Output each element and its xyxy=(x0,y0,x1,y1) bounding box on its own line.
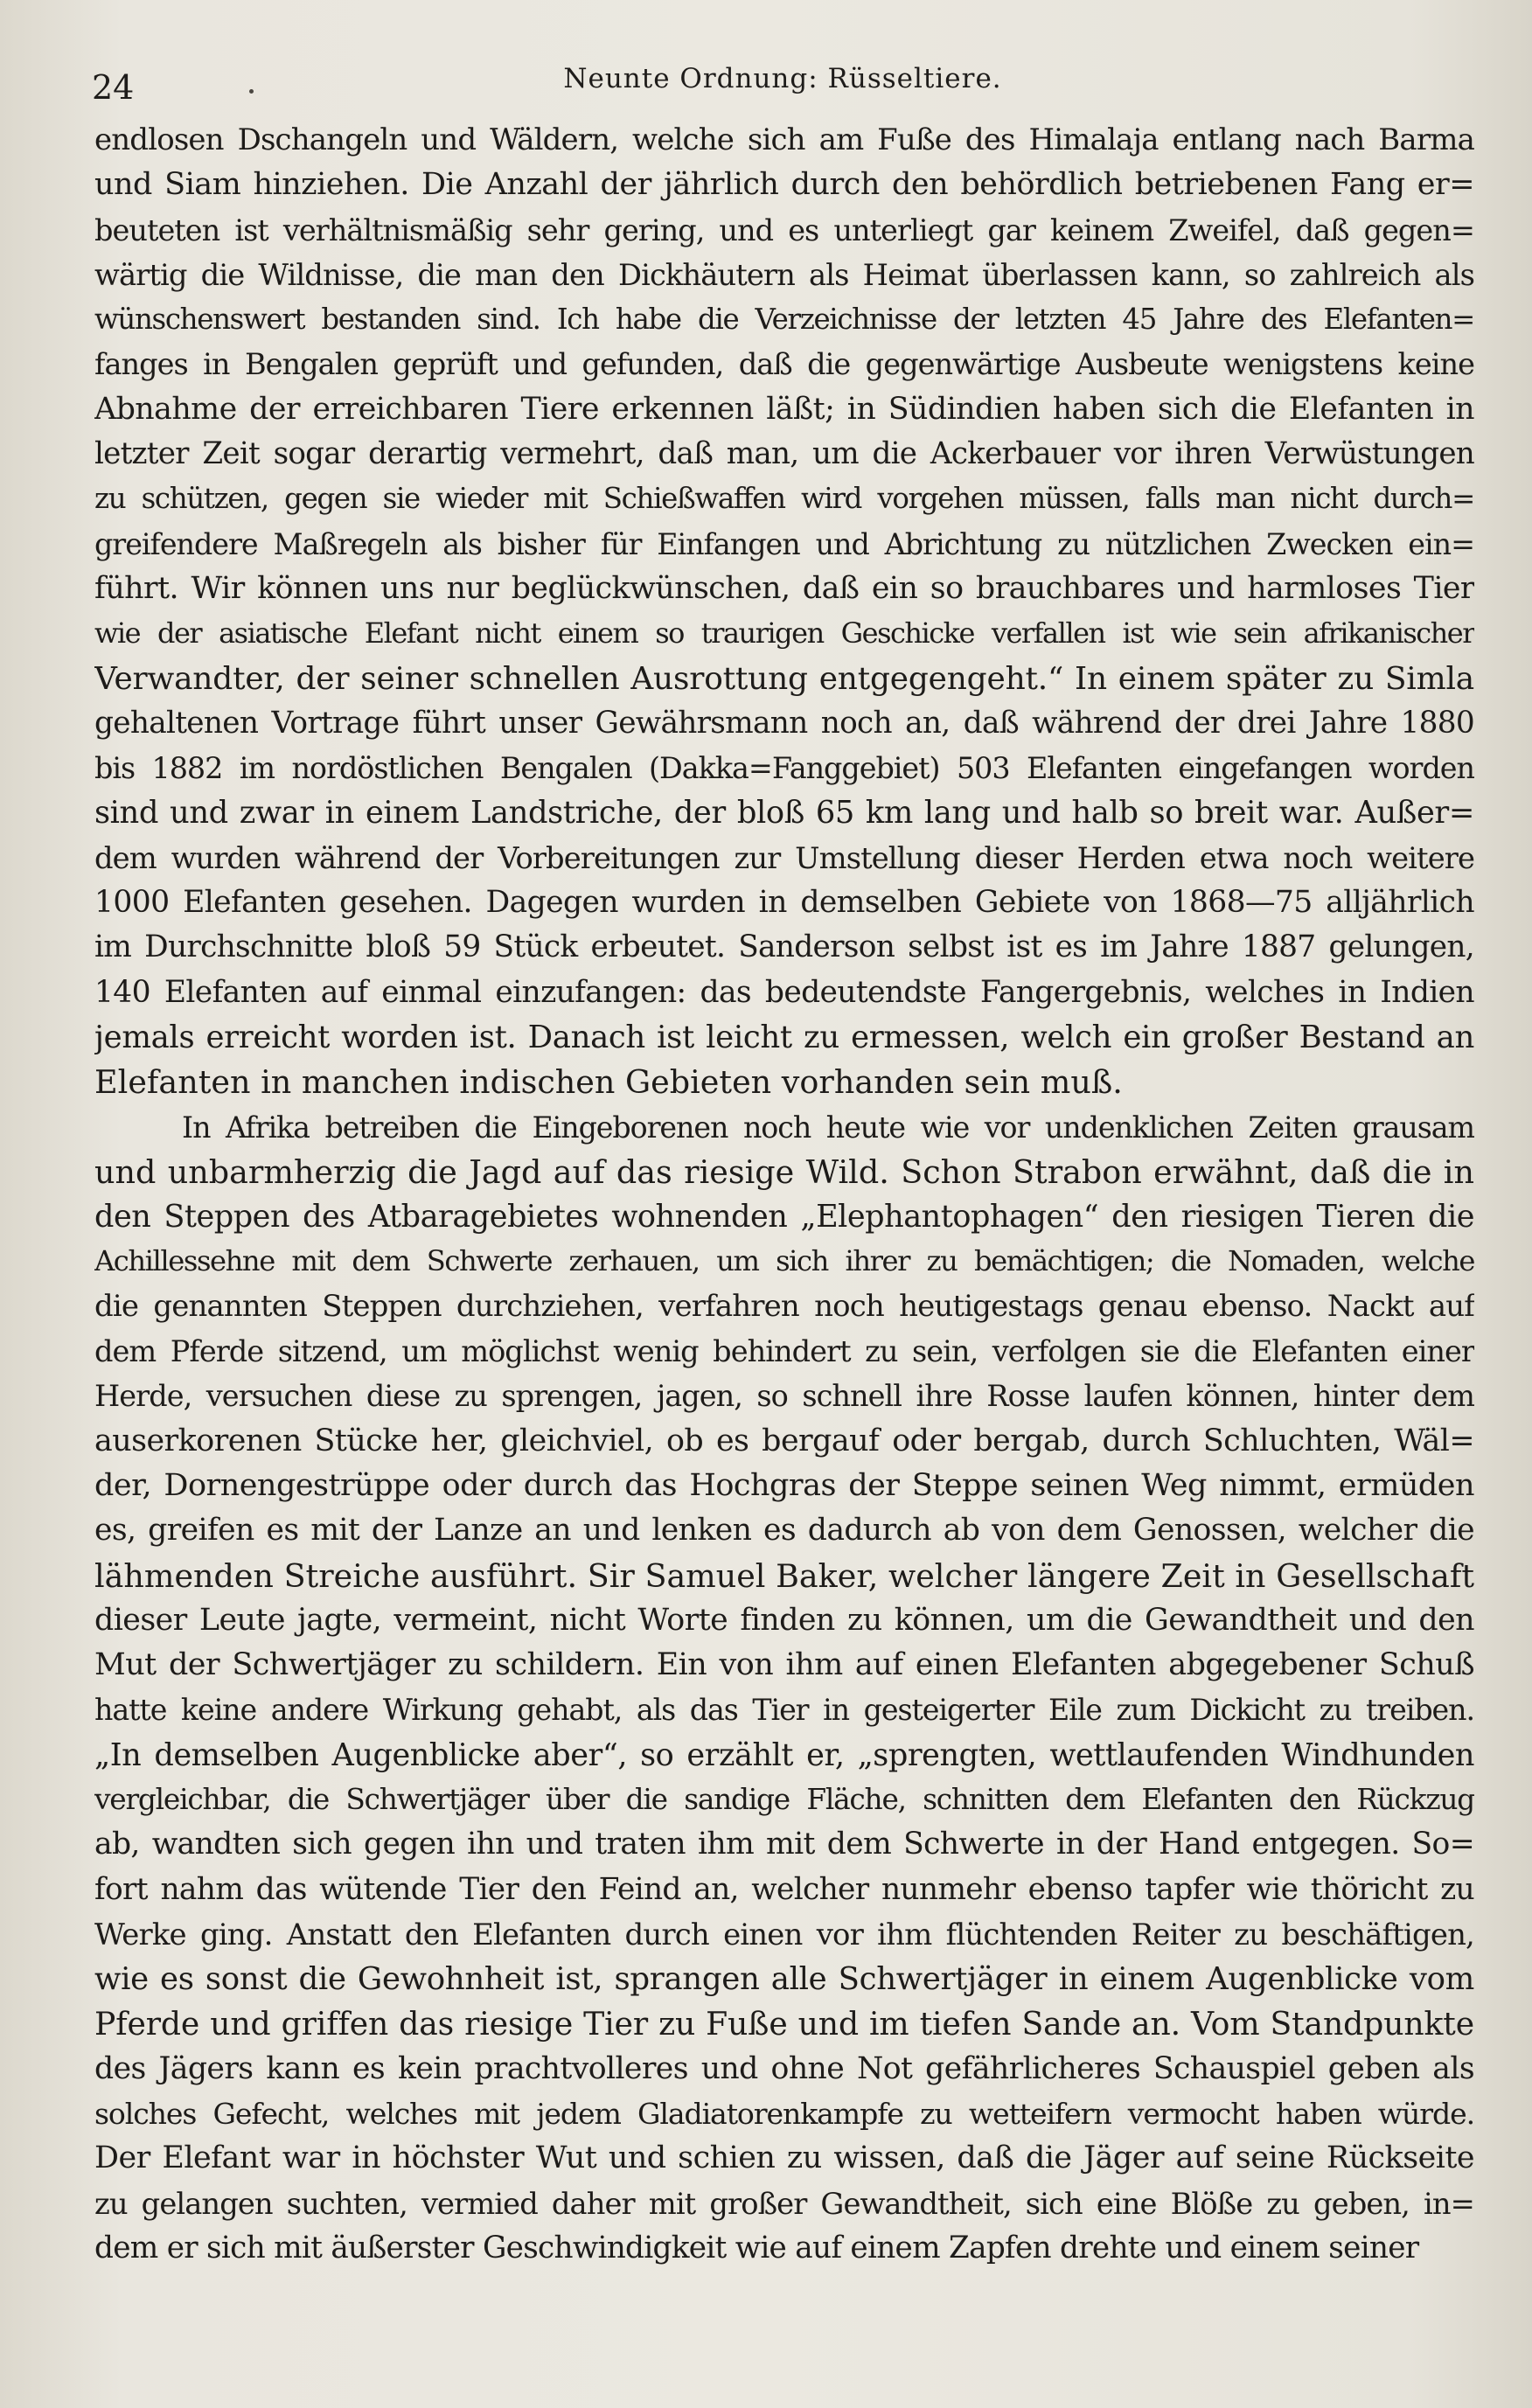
text-line: jemals erreicht worden ist. Danach ist leicht zu ermessen, welch ein großer Bestand an xyxy=(94,1019,1474,1055)
text-line: im Durchschnitte bloß 59 Stück erbeutet. Sanderson selbst ist es im Jahre 1887 gelungen, xyxy=(94,929,1474,965)
text-line: Verwandter, der seiner schnellen Ausrottung entgegengeht.“ In einem später zu Simla xyxy=(94,660,1474,697)
text-line: und Siam hinziehen. Die Anzahl der jährlich durch den behördlich betriebenen Fang er= xyxy=(94,167,1474,203)
text-line: der, Dornengestrüppe oder durch das Hochgras der Steppe seinen Weg nimmt, ermüden xyxy=(94,1467,1474,1503)
body-text xyxy=(94,118,1474,2271)
text-line: Mut der Schwertjäger zu schildern. Ein von ihm auf einen Elefanten abgegebener Schuß xyxy=(94,1647,1474,1683)
text-line: wie es sonst die Gewohnheit ist, sprangen alle Schwertjäger in einem Augenblicke vom xyxy=(94,1961,1474,1998)
text-line: endlosen Dschangeln und Wäldern, welche sich am Fuße des Himalaja entlang nach Barma xyxy=(94,122,1474,157)
text-line: Elefanten in manchen indischen Gebieten vorhanden sein muß. xyxy=(94,1063,1123,1102)
text-line: sind und zwar in einem Landstriche, der bloß 65 km lang und halb so breit war. Außer= xyxy=(94,795,1474,832)
page-number: 24 xyxy=(92,68,135,107)
text-line: dem er sich mit äußerster Geschwindigkeit wie auf einem Zapfen drehte und einem seiner xyxy=(94,2230,1419,2265)
text-line: vergleichbar, die Schwertjäger über die sandige Fläche, schnitten dem Elefanten den Rückzug xyxy=(94,1782,1474,1816)
text-line: 140 Elefanten auf einmal einzufangen: das bedeutendste Fangergebnis, welches in Indien xyxy=(94,974,1474,1010)
text-line: dem wurden während der Vorbereitungen zur Umstellung dieser Herden etwa noch weitere xyxy=(94,840,1474,875)
text-line: fanges in Bengalen geprüft und gefunden, daß die gegenwärtige Ausbeute wenigstens keine xyxy=(94,347,1474,382)
text-line: auserkorenen Stücke her, gleichviel, ob es bergauf oder bergab, durch Schluchten, Wäl= xyxy=(94,1423,1474,1458)
text-line: dem Pferde sitzend, um möglichst wenig behindert zu sein, verfolgen sie die Elefanten einer xyxy=(94,1334,1474,1369)
text-line: ab, wandten sich gegen ihn und traten ihm mit dem Schwerte in der Hand entgegen. So= xyxy=(94,1827,1474,1862)
text-line: „In demselben Augenblicke aber“, so erzählt er, „sprengten, wettlaufenden Windhunden xyxy=(94,1736,1474,1773)
text-line: führt. Wir können uns nur beglückwünschen, daß ein so brauchbares und harmloses Tier xyxy=(94,570,1474,606)
text-line: In Afrika betreiben die Eingeborenen noch heute wie vor undenklichen Zeiten grausam xyxy=(182,1110,1474,1145)
text-line: wie der asiatische Elefant nicht einem so traurigen Geschicke verfallen ist wie sein afrikanischer xyxy=(94,616,1474,651)
text-line: 1000 Elefanten gesehen. Dagegen wurden in demselben Gebiete von 1868—75 alljährlich xyxy=(94,885,1474,921)
text-line: Herde, versuchen diese zu sprengen, jagen, so schnell ihre Rosse laufen können, hinter dem xyxy=(94,1379,1474,1414)
text-line: die genannten Steppen durchziehen, verfahren noch heutigestags genau ebenso. Nackt auf xyxy=(94,1288,1474,1324)
text-line: wünschenswert bestanden sind. Ich habe die Verzeichnisse der letzten 45 Jahre des Elefanten= xyxy=(94,303,1474,337)
text-line: gehaltenen Vortrage führt unser Gewährsmann noch an, daß während der drei Jahre 1880 xyxy=(94,705,1474,741)
text-line: des Jägers kann es kein prachtvolleres und ohne Not gefährlicheres Schauspiel geben als xyxy=(94,2050,1474,2086)
text-line: fort nahm das wütende Tier den Feind an, welcher nunmehr ebenso tapfer wie thöricht zu xyxy=(94,1871,1474,1907)
text-line: beuteten ist verhältnismäßig sehr gering, und es unterliegt gar keinem Zweifel, daß gegen= xyxy=(94,212,1474,247)
text-line: Der Elefant war in höchster Wut und schien zu wissen, daß die Jäger auf seine Rückseite xyxy=(94,2140,1474,2176)
text-line: es, greifen es mit der Lanze an und lenken es dadurch ab von dem Genossen, welcher die xyxy=(94,1513,1474,1548)
text-line: wärtig die Wildnisse, die man den Dickhäutern als Heimat überlassen kann, so zahlreich als xyxy=(94,257,1474,292)
paragraph xyxy=(94,1105,1474,2272)
text-line: und unbarmherzig die Jagd auf das riesige Wild. Schon Strabon erwähnt, daß die in xyxy=(94,1152,1474,1191)
text-line: Werke ging. Anstatt den Elefanten durch einen vor ihm flüchtenden Reiter zu beschäftigen, xyxy=(94,1917,1474,1952)
text-line: greifendere Maßregeln als bisher für Einfangen und Abrichtung zu nützlichen Zwecken ein= xyxy=(94,526,1474,561)
text-line: hatte keine andere Wirkung gehabt, als das Tier in gesteigerter Eile zum Dickicht zu treiben. xyxy=(94,1693,1474,1728)
page-header xyxy=(92,63,1473,115)
text-line: Achillessehne mit dem Schwerte zerhauen, um sich ihrer zu bemächtigen; die Nomaden, welche xyxy=(94,1244,1474,1278)
text-line: bis 1882 im nordöstlichen Bengalen (Dakka=Fanggebiet) 503 Elefanten eingefangen worden xyxy=(94,751,1474,786)
paragraph xyxy=(94,118,1474,1105)
text-line: dieser Leute jagte, vermeint, nicht Worte finden zu können, um die Gewandtheit und den xyxy=(94,1602,1474,1638)
text-line: zu schützen, gegen sie wieder mit Schießwaffen wird vorgehen müssen, falls man nicht durch= xyxy=(94,482,1474,516)
text-line: lähmenden Streiche ausführt. Sir Samuel Baker, welcher längere Zeit in Gesellschaft xyxy=(94,1556,1474,1595)
text-line: letzter Zeit sogar derartig vermehrt, daß man, um die Ackerbauer vor ihren Verwüstungen xyxy=(94,436,1474,472)
running-head: Neunte Ordnung: Rüsseltiere. xyxy=(563,63,1002,94)
text-line: Pferde und griffen das riesige Tier zu Fuße und im tiefen Sande an. Vom Standpunkte xyxy=(94,2005,1474,2043)
text-line: solches Gefecht, welches mit jedem Gladiatorenkampfe zu wetteifern vermocht haben würde. xyxy=(94,2097,1474,2132)
text-line: zu gelangen suchten, vermied daher mit großer Gewandtheit, sich eine Blöße zu geben, in= xyxy=(94,2186,1474,2221)
text-line: Abnahme der erreichbaren Tiere erkennen läßt; in Südindien haben sich die Elefanten in xyxy=(94,391,1474,427)
text-line: den Steppen des Atbaragebietes wohnenden „Elephantophagen“ den riesigen Tieren die xyxy=(94,1199,1474,1235)
